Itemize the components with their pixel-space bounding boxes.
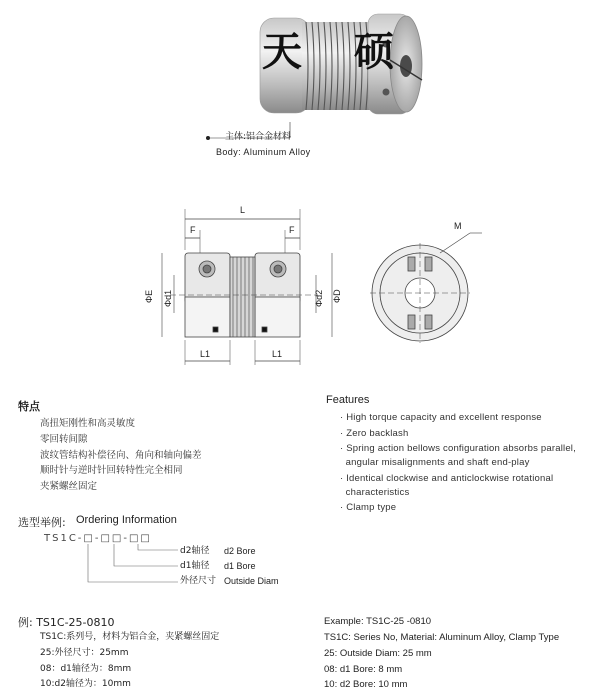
ordering-row-d2-en: d2 Bore [224,546,256,556]
features-zh-item: 夹紧螺丝固定 [40,481,98,492]
example-en-line: 08: d1 Bore: 8 mm [324,664,403,675]
example-en-line: TS1C: Series No, Material: Aluminum Alloy, Clamp Type [324,632,560,643]
ordering-row-d2-zh: d2轴径 [180,546,210,556]
ordering-row-d1-en: d1 Bore [224,561,256,571]
features-en-item: · Clamp type [340,502,397,513]
ordering-code: TS1C-□-□□-□□ [44,533,152,544]
dim-M: M [454,221,462,231]
features-en-item: · Zero backlash [340,428,409,439]
features-zh-item: 顺时针与逆时针回转特性完全相同 [40,465,183,476]
ordering-row-od-zh: 外径尺寸 [180,576,217,586]
features-en-item: · Identical clockwise and anticlockwise rotational [340,473,554,484]
example-zh-line: TS1C:系列号，材料为铝合金，夹紧螺丝固定 [40,632,220,642]
features-en-item: · High torque capacity and excellent response [340,412,542,423]
leader-dot [206,136,210,140]
example-zh-line: 25:外径尺寸：25mm [40,648,129,658]
features-en-item: angular misalignments and shaft end-play [340,457,530,468]
example-en-line: 10: d2 Bore: 10 mm [324,679,408,690]
features-en-item: characteristics [340,487,410,498]
example-en-line: 25: Outside Diam: 25 mm [324,648,432,659]
body-label-zh: 主体:铝合金材料 [225,132,292,142]
features-zh-item: 零回转间隙 [40,434,88,445]
ordering-brackets [80,540,180,590]
dim-F-right: F [289,225,295,235]
ordering-title-en: Ordering Information [76,514,177,526]
watermark-text: 天 硕 [262,28,400,75]
features-en-title: Features [326,394,370,406]
dim-L1-left: L1 [200,349,211,359]
example-zh-line: 10:d2轴径为：10mm [40,679,131,689]
dim-phiE: ΦE [144,289,154,303]
body-label-en: Body: Aluminum Alloy [216,147,311,157]
product-photo [240,0,430,130]
ordering-row-od-en: Outside Diam [224,576,279,586]
features-en-item: · Spring action bellows configuration absorbs parallel, [340,443,576,454]
dim-F-left: F [190,225,196,235]
dim-phiD: ΦD [332,289,342,303]
example-zh-line: 08：d1轴径为：8mm [40,664,132,674]
dim-L1-right: L1 [272,349,283,359]
dim-L: L [240,205,246,215]
dim-phid2: Φd2 [314,289,324,307]
example-zh-title: 例: TS1C-25-0810 [18,616,115,629]
example-en-title: Example: TS1C-25 -0810 [324,616,432,627]
features-zh-title: 特点 [18,400,40,413]
features-zh-item: 高扭矩刚性和高灵敏度 [40,418,136,429]
technical-drawing [140,195,600,375]
dim-phid1: Φd1 [163,289,173,307]
features-zh-item: 波纹管结构补偿径向、角向和轴向偏差 [40,450,202,461]
ordering-row-d1-zh: d1轴径 [180,561,210,571]
ordering-title-zh: 选型举例: [18,516,66,529]
